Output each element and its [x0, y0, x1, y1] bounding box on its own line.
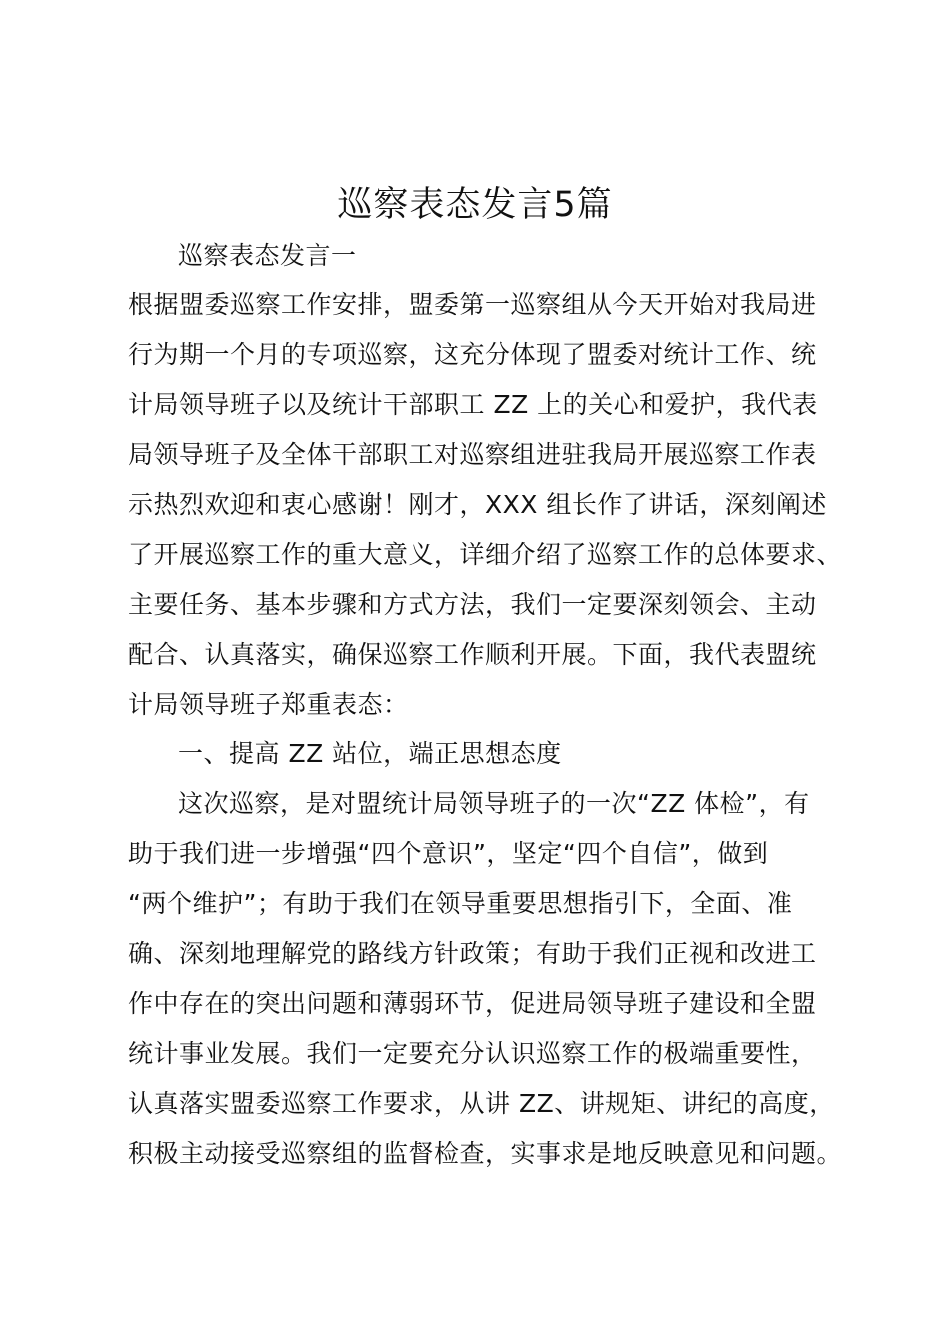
paragraph-line: 这次巡察，是对盟统计局领导班子的一次“ZZ 体检”，有: [178, 789, 810, 818]
paragraph-line: 作中存在的突出问题和薄弱环节，促进局领导班子建设和全盟: [128, 989, 817, 1018]
paragraph-line: 助于我们进一步增强“四个意识”，坚定“四个自信”，做到: [128, 839, 769, 868]
paragraph-line: 积极主动接受巡察组的监督检查，实事求是地反映意见和问题。: [128, 1139, 843, 1168]
paragraph-line: 行为期一个月的专项巡察，这充分体现了盟委对统计工作、统: [128, 340, 817, 369]
subsection-heading: 一、提高 ZZ 站位，端正思想态度: [178, 739, 562, 768]
paragraph-line: 配合、认真落实，确保巡察工作顺利开展。下面，我代表盟统: [128, 640, 817, 669]
section-heading: 巡察表态发言一: [178, 241, 357, 270]
paragraph-line: 了开展巡察工作的重大意义，详细介绍了巡察工作的总体要求、: [128, 540, 843, 569]
paragraph-line: 认真落实盟委巡察工作要求，从讲 ZZ、讲规矩、讲纪的高度，: [128, 1089, 835, 1118]
paragraph-line: 确、深刻地理解党的路线方针政策；有助于我们正视和改进工: [128, 939, 817, 968]
document-title: 巡察表态发言5篇: [337, 185, 613, 225]
paragraph-line: 主要任务、基本步骤和方式方法，我们一定要深刻领会、主动: [128, 590, 817, 619]
paragraph-line: 计局领导班子以及统计干部职工 ZZ 上的关心和爱护，我代表: [128, 390, 818, 419]
paragraph-line: 局领导班子及全体干部职工对巡察组进驻我局开展巡察工作表: [128, 440, 817, 469]
paragraph-line: 示热烈欢迎和衷心感谢！刚才，XXX 组长作了讲话，深刻阐述: [128, 490, 827, 519]
paragraph-line: 根据盟委巡察工作安排，盟委第一巡察组从今天开始对我局进: [128, 290, 817, 319]
paragraph-line: 统计事业发展。我们一定要充分认识巡察工作的极端重要性，: [128, 1039, 817, 1068]
paragraph-line: 计局领导班子郑重表态：: [128, 690, 409, 719]
paragraph-line: “两个维护”；有助于我们在领导重要思想指引下，全面、准: [128, 889, 793, 918]
